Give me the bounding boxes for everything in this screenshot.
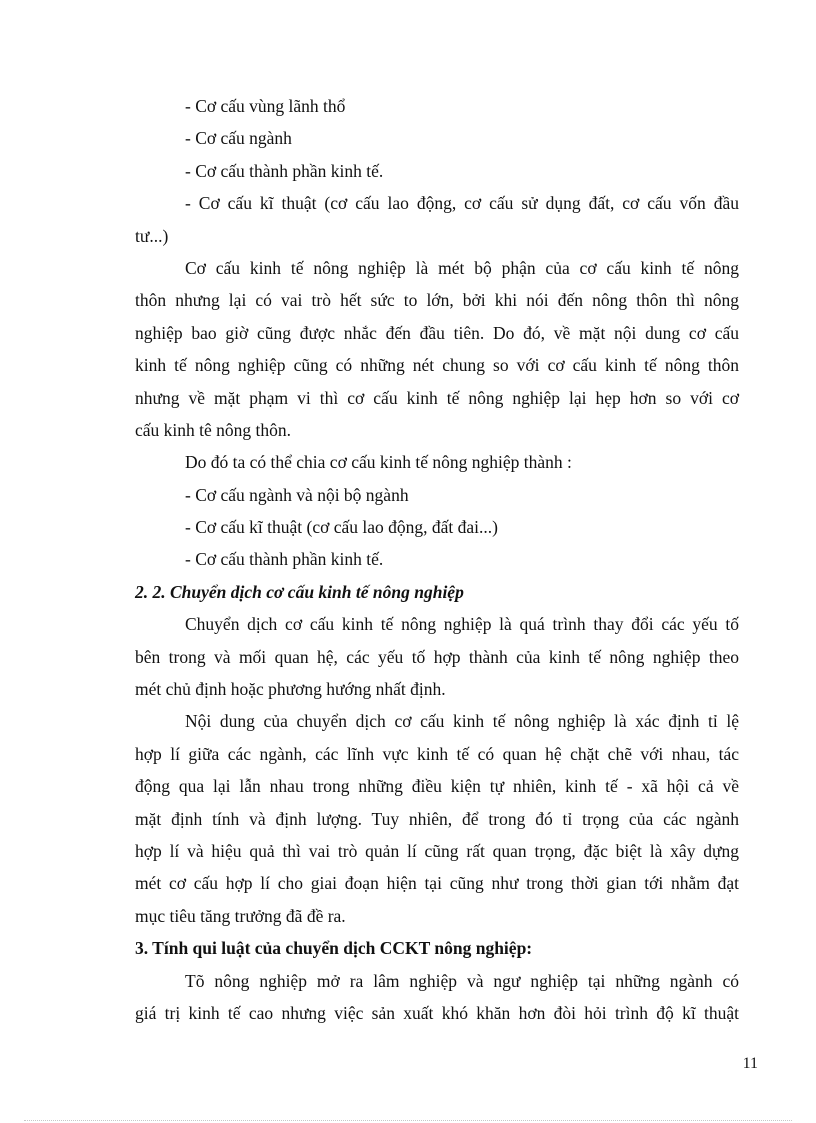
paragraph-line: cấu kinh tê nông thôn. — [135, 419, 292, 440]
bullet-line: - Cơ cấu kĩ thuật (cơ cấu lao động, đất đai...) — [185, 517, 498, 538]
bullet-line: - Cơ cấu thành phần kinh tế. — [185, 160, 384, 181]
paragraph-line: mét cơ cấu hợp lí cho giai đoạn hiện tại cũng như trong thời gian tới nhằm đạt — [135, 873, 739, 894]
bullet-line: - Cơ cấu vùng lãnh thổ — [185, 96, 346, 116]
page-divider — [24, 1120, 792, 1121]
paragraph-first-line: Cơ cấu kinh tế nông nghiệp là mét bộ phận của cơ cấu kinh tế nông — [185, 257, 739, 278]
paragraph-line: giá trị kinh tế cao nhưng việc sản xuất khó khăn hơn đòi hỏi trình độ kĩ thuật — [135, 1002, 739, 1023]
paragraph-first-line: Tõ nông nghiệp mở ra lâm nghiệp và ngư nghiệp tại những ngành có — [185, 970, 739, 991]
paragraph-line: mét chủ định hoặc phương hướng nhất định. — [135, 679, 446, 700]
bullet-line: - Cơ cấu thành phần kinh tế. — [185, 549, 384, 570]
document-body — [135, 90, 739, 1029]
bullet-line: - Cơ cấu ngành và nội bộ ngành — [185, 484, 409, 505]
paragraph-line: hợp lí giữa các ngành, các lĩnh vực kinh tế có quan hệ chặt chẽ với nhau, tác — [135, 743, 739, 764]
paragraph-line: bên trong và mối quan hệ, các yếu tố hợp thành của kinh tế nông nghiệp theo — [135, 646, 739, 667]
paragraph-line: động qua lại lẫn nhau trong những điều kiện tự nhiên, kinh tế - xã hội cả về — [135, 776, 739, 797]
section-heading: 2. 2. Chuyển dịch cơ cấu kinh tế nông nghiệp — [135, 581, 464, 602]
paragraph-first-line: Chuyển dịch cơ cấu kinh tế nông nghiệp là quá trình thay đổi các yếu tố — [185, 614, 739, 635]
paragraph-line: nhưng về mặt phạm vi thì cơ cấu kinh tế nông nghiệp lại hẹp hơn so với cơ — [135, 387, 739, 408]
paragraph-line: hợp lí và hiệu quả thì vai trò quản lí cũng rất quan trọng, đặc biệt là xây dựng — [135, 840, 739, 861]
paragraph-line: kinh tế nông nghiệp cũng có những nét chung so với cơ cấu kinh tế nông thôn — [135, 355, 739, 376]
bullet-line: - Cơ cấu ngành — [185, 128, 292, 149]
paragraph-line: mục tiêu tăng trưởng đã đề ra. — [135, 905, 346, 926]
paragraph-line: tư...) — [135, 225, 169, 246]
page-number: 11 — [742, 1055, 758, 1072]
section-heading: 3. Tính qui luật của chuyển dịch CCKT nông nghiệp: — [135, 938, 533, 959]
paragraph-line: mặt định tính và định lượng. Tuy nhiên, để trong đó tỉ trọng của các ngành — [135, 808, 739, 829]
paragraph-line: thôn nhưng lại có vai trò hết sức to lớn, bởi khi nói đến nông thôn thì nông — [135, 290, 739, 311]
paragraph-first-line: Do đó ta có thể chia cơ cấu kinh tế nông nghiệp thành : — [185, 452, 572, 473]
bullet-line: - Cơ cấu kĩ thuật (cơ cấu lao động, cơ cấu sử dụng đất, cơ cấu vốn đầu — [185, 193, 739, 214]
paragraph-first-line: Nội dung của chuyển dịch cơ cấu kinh tế nông nghiệp là xác định tỉ lệ — [185, 711, 739, 732]
paragraph-line: nghiệp bao giờ cũng được nhắc đến đầu tiên. Do đó, về mặt nội dung cơ cấu — [135, 322, 739, 343]
